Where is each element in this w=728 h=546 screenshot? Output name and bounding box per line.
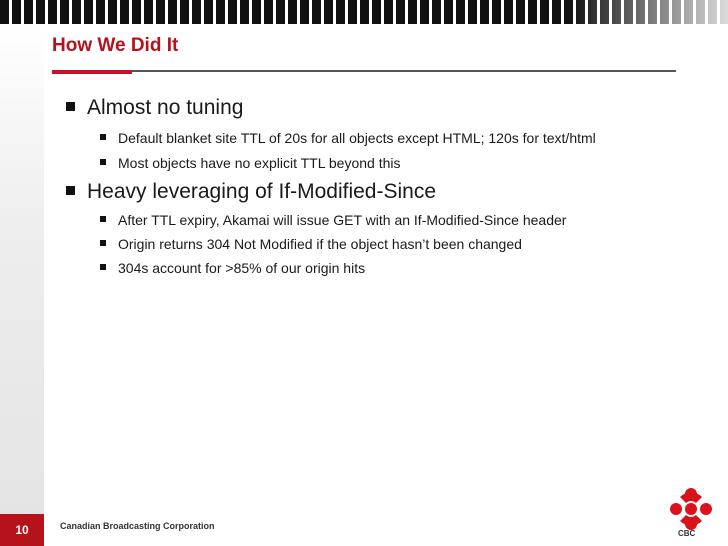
bullet-level2 [100,155,400,171]
organization-name: Canadian Broadcasting Corporation [60,521,215,531]
bullet-level1 [66,180,436,204]
square-bullet-icon [100,216,106,222]
square-bullet-icon [66,102,75,111]
bullet-text: Most objects have no explicit TTL beyond this [118,155,401,171]
slide-title: How We Did It [52,35,179,56]
slide-number: 10 [0,514,44,546]
bullet-text: Default blanket site TTL of 20s for all objects except HTML; 120s for text/html [118,130,596,146]
square-bullet-icon [100,134,106,140]
bullet-text: Heavy leveraging of If-Modified-Since [87,180,437,203]
bullet-text: After TTL expiry, Akamai will issue GET with an If-Modified-Since header [118,212,567,228]
bullet-level2 [100,212,566,228]
bullet-level2 [100,260,365,276]
title-accent-divider [52,70,132,74]
decorative-left-bar [0,24,44,520]
bullet-level2 [100,130,596,146]
logo-text: CBC [678,529,696,538]
bullet-text: 304s account for >85% of our origin hits [118,260,366,276]
top-band-fade [0,0,728,24]
bullet-text: Almost no tuning [87,96,244,119]
square-bullet-icon [66,186,75,195]
square-bullet-icon [100,264,106,270]
bullet-text: Origin returns 304 Not Modified if the object hasn’t been changed [118,236,522,252]
square-bullet-icon [100,240,106,246]
title-divider [52,70,676,72]
bullet-level2 [100,236,522,252]
bullet-level1 [66,96,243,120]
square-bullet-icon [100,159,106,165]
